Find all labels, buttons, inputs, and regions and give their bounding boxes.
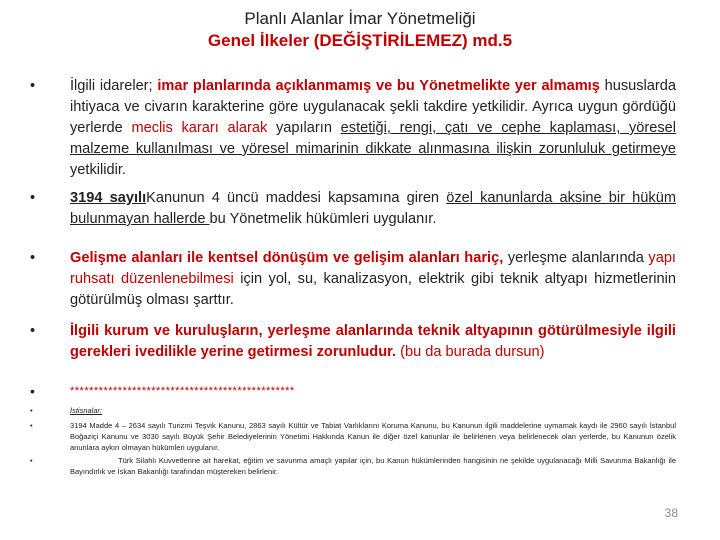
bullet-marker: • <box>30 78 36 94</box>
title-line-2: Genel İlkeler (DEĞİŞTİRİLEMEZ) md.5 <box>207 31 513 50</box>
bullet-marker: • <box>30 190 36 206</box>
bullet-item-5 <box>30 381 676 401</box>
slide-title <box>0 8 720 52</box>
bullet-marker: • <box>30 323 36 339</box>
text-emphasis: Gelişme alanları ile kentsel dönüşüm ve gelişim alanları hariç, <box>70 250 504 266</box>
text: için yol, su, kanalizasyon, elektrik gibi teknik altyapı hizmetlerinin götürülmüş olması şarttır. <box>70 271 676 308</box>
text: yapıların <box>267 120 341 136</box>
bullet-marker: • <box>30 421 33 430</box>
bullet-item-6 <box>30 405 676 416</box>
exceptions-heading: İstisnalar: <box>70 406 103 415</box>
text-underlined: estetiği, rengi, çatı ve cephe kaplaması, yöresel malzeme kullanılması ve yöresel mimarinin dikkate alınmasına ilişkin zorunluluk getirmeye <box>70 120 676 157</box>
text: bu Yönetmelik hükümleri uygulanır. <box>209 211 437 227</box>
law-text: Türk Silahlı Kuvvetlerine ait harekat, eğitim ve savunma amaçlı yapılar için, bu Kanun hükümlerinden hangisinin ne şekilde uygulanacağı Milli Savunma Bakanlığı ile Bayındırlık ve İskan Bakanlığı tarafından müştereken belirlenir. <box>70 456 676 476</box>
text-emphasis: meclis kararı alarak <box>131 120 268 136</box>
text: hususlarda ihtiyaca ve civarın karakterine göre uygulanacak şekli takdire yetkilidir. Ayrıca uygun gördüğü yerlerde <box>70 78 676 136</box>
bullet-item-2 <box>30 188 676 230</box>
text: İlgili idareler; <box>70 78 158 94</box>
law-text: 3194 Madde 4 – 2634 sayılı Turizmi Teşvik Kanunu, 2863 sayılı Kültür ve Tabiat Varlıklarını Koruma Kanunu, bu Kanunun ilgili maddelerine uymamak kaydı ile 2960 sayılı İstanbul Boğaziçi Kanunu ve 3030 sayılı Büyük Şehir Belediyelerinin Yönetimi Hakkında Kanun ile diğer özel kanunlar ile belirlenen veya belirlenecek olan yerlerde, bu Kanunun özelik anunlara aykırı olmayan hükümleri uygulanır. <box>70 421 676 452</box>
bullet-marker: • <box>30 383 36 399</box>
text-underlined: özel kanunlarda aksine bir hüküm bulunmayan hallerde <box>70 190 676 227</box>
bullet-item-8 <box>30 455 676 477</box>
bullet-marker: • <box>30 456 33 465</box>
text-emphasis: 3194 sayılı <box>70 190 147 206</box>
text-emphasis: İlgili kurum ve kuruluşların, yerleşme alanlarında teknik altyapının götürülmesiyle ilgili gerekleri ivedilikle yerine getirmesi zorunludur. <box>70 323 676 360</box>
bullet-marker: • <box>30 250 36 266</box>
title-line-1: Planlı Alanlar İmar Yönetmeliği <box>244 9 476 28</box>
bullet-item-4 <box>30 321 676 363</box>
text: yetkilidir. <box>70 162 126 178</box>
separator-stars: *********************************************** <box>70 385 295 397</box>
text: yerleşme alanlarında <box>503 250 649 266</box>
bullet-item-3 <box>30 248 676 311</box>
text-emphasis: imar planlarında açıklanmamış ve bu Yönetmelikte yer almamış <box>157 78 600 94</box>
bullet-item-7 <box>30 420 676 453</box>
bullet-item-1 <box>30 76 676 181</box>
page-number: 38 <box>664 506 678 520</box>
bullet-marker: • <box>30 406 33 415</box>
text-emphasis: (bu da burada dursun) <box>396 344 545 360</box>
text: Kanunun 4 üncü maddesi kapsamına giren <box>146 190 447 206</box>
text-emphasis: yapı ruhsatı düzenlenebilmesi <box>70 250 676 287</box>
bullet-list <box>30 76 676 477</box>
